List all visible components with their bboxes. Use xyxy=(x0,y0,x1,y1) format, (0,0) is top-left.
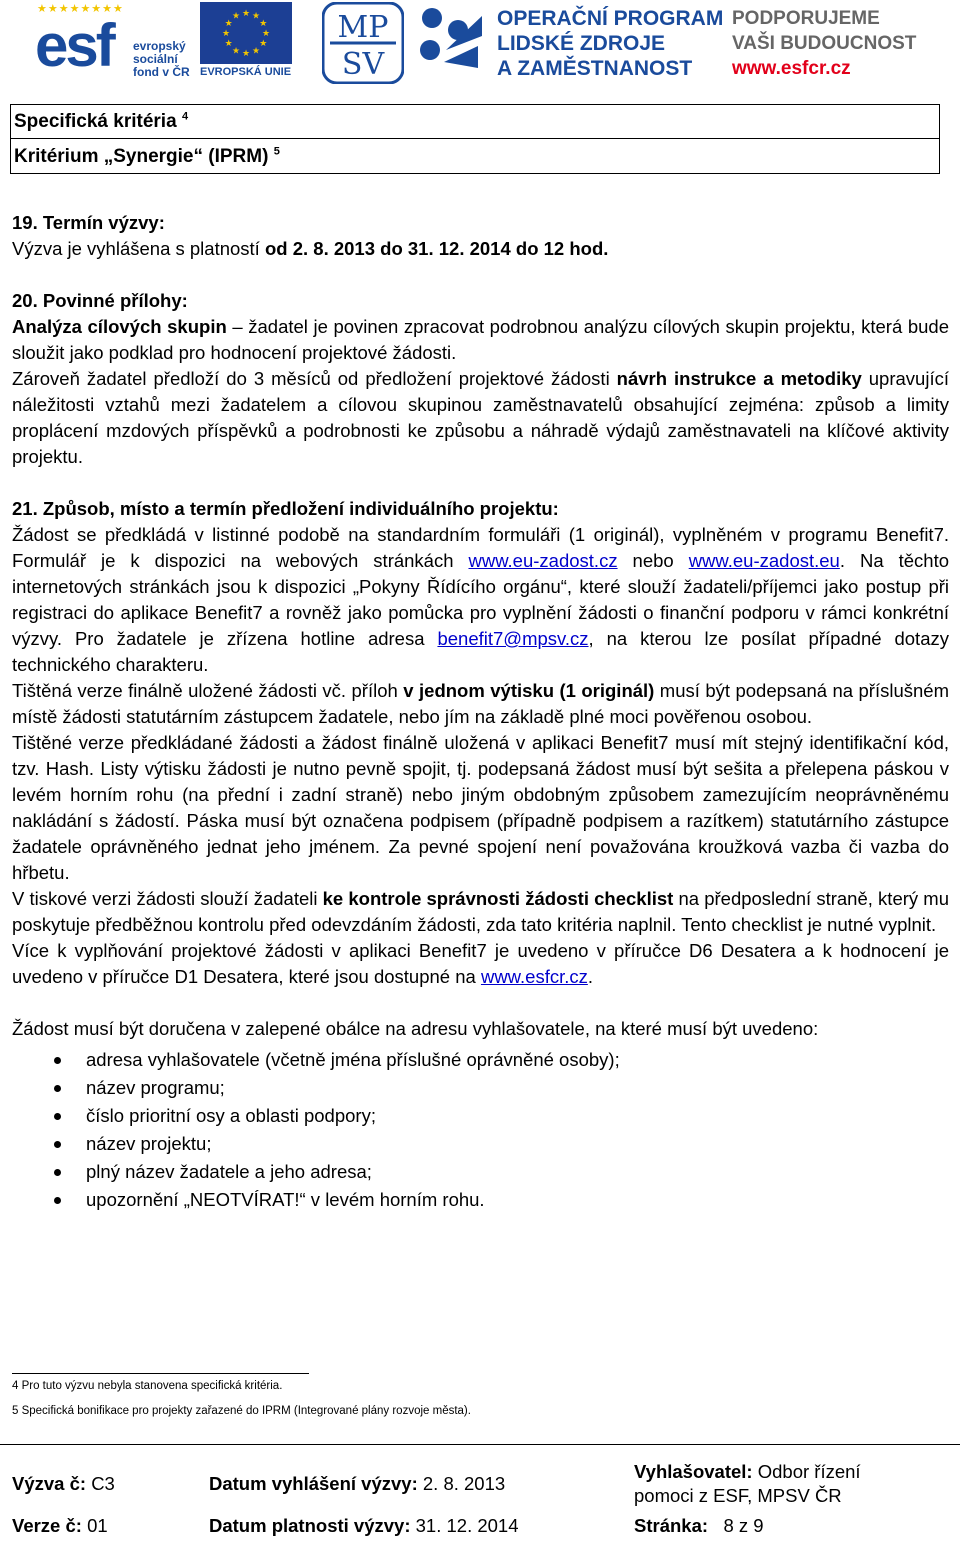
op-people-icon xyxy=(416,6,488,82)
eu-flag-icon xyxy=(200,2,292,64)
op-logo-text: OPERAČNÍ PROGRAM LIDSKÉ ZDROJE A ZAMĚSTNANOST xyxy=(497,7,724,80)
esf-stars-icon: ★★★★★★★★ xyxy=(37,3,124,15)
footer-stranka: Stránka: 8 z 9 xyxy=(634,1515,764,1536)
section-20-paragraph-1: Analýza cílových skupin – žadatel je povinen zpracovat podrobnou analýzu cílových skupin projektu, která bude sloužit jako podklad pro hodnocení projektové žádosti. xyxy=(12,316,950,363)
esf-logo-letters: esf xyxy=(35,12,113,79)
criteria-row-specific: Specifická kritéria $^4$ xyxy=(11,105,939,139)
svg-text:★: ★ xyxy=(224,39,233,49)
esf-logo-text: evropský sociální fond v ČR xyxy=(133,39,190,79)
link-esfcr[interactable]: www.esfcr.cz xyxy=(480,966,588,987)
footer-vyhlasovatel-line2: pomoci z ESF, MPSV ČR xyxy=(634,1485,842,1506)
svg-text:★: ★ xyxy=(251,46,261,57)
section-21-paragraph-6: Žádost musí být doručena v zalepené obálce na adresu vyhlašovatele, na které musí být uvedeno: xyxy=(12,1018,819,1039)
section-19-text: Výzva je vyhlášena s platností od 2. 8. 2013 do 31. 12. 2014 do 12 hod. xyxy=(12,238,609,259)
svg-text:★: ★ xyxy=(261,29,271,39)
criteria-box xyxy=(10,104,940,174)
svg-text:★: ★ xyxy=(241,9,251,19)
link-eu-zadost-cz[interactable]: www.eu-zadost.cz xyxy=(468,550,618,571)
eu-caption: EVROPSKÁ UNIE xyxy=(200,66,292,78)
esf-logo xyxy=(35,2,195,84)
support-url: www.esfcr.cz xyxy=(732,58,851,79)
footer-verze: Verze č: 01 xyxy=(12,1515,108,1536)
main-content xyxy=(12,210,949,1214)
footer-vyzva: Výzva č: C3 xyxy=(12,1473,115,1494)
footnote-5: 5 Specifická bonifikace pro projekty zařazené do IPRM (Integrované plány rozvoje města). xyxy=(12,1405,471,1417)
support-slogan: PODPORUJEME VAŠI BUDOUCNOST www.esfcr.cz xyxy=(732,8,917,79)
section-21-paragraph-5: Více k vyplňování projektové žádosti v aplikaci Benefit7 je uvedeno v příručce D6 Desatera a k hodnocení je uvedeno v příručce D1 Desatera, které jsou dostupné na www.esfcr.cz. xyxy=(12,940,949,987)
svg-text:★: ★ xyxy=(241,49,251,59)
footer-datum-vyhlaseni: Datum vyhlášení výzvy: 2. 8. 2013 xyxy=(209,1473,506,1494)
criteria-row-synergy: Kritérium „Synergie“ (IPRM) $^5$ xyxy=(14,145,280,167)
section-21-paragraph-1: Žádost se předkládá v listinné podobě na standardním formuláři (1 originál), vyplněném v programu Benefit7. Formulář je k dispozici na webových stránkách www.eu-zadost.cz nebo www.eu-zadost.eu. Na těchto internetových stránkách jsou k dispozici „Pokyny Řídícího orgánu“, které slouží žadateli/příjemci jako postup při registraci do aplikace Benefit7 a rovněž jako pomůcka pro vyplnění žádosti o finanční podporu v rámci konkrétní výzvy. Pro žadatele je zřízena hotline adresa benefit7@mpsv.cz, na kterou lze posílat případné dotazy technického charakteru. xyxy=(12,524,949,675)
list-item: upozornění „NEOTVÍRAT!“ v levém horním rohu. xyxy=(86,1186,949,1214)
section-21-paragraph-2: Tištěná verze finálně uložené žádosti vč. příloh v jednom výtisku (1 originál) musí být podepsaná na příslušném místě žádosti statutárním zástupcem žadatele, nebo jím na základě plné moci pověřenou osobou. xyxy=(12,680,949,727)
list-item: název programu; xyxy=(86,1074,949,1102)
svg-text:★: ★ xyxy=(231,46,241,57)
link-benefit7-email[interactable]: benefit7@mpsv.cz xyxy=(437,628,589,649)
svg-text:★: ★ xyxy=(224,19,233,29)
list-item: název projektu; xyxy=(86,1130,949,1158)
svg-text:SV: SV xyxy=(341,47,385,82)
footer-vyhlasovatel: Vyhlašovatel: Odbor řízení xyxy=(634,1461,861,1482)
svg-text:★: ★ xyxy=(221,29,231,39)
list-item: plný název žadatele a jeho adresa; xyxy=(86,1158,949,1186)
section-21-paragraph-4: V tiskové verzi žádosti slouží žadateli ke kontrole správnosti žádosti checklist na předposlední straně, který mu poskytuje předběžnou kontrolu před odevzdáním žádosti, zda tato kritéria naplnil. Tento checklist je nutné vyplnit. xyxy=(12,888,949,935)
header-logos xyxy=(0,0,960,92)
svg-text:★: ★ xyxy=(259,39,268,49)
section-20-heading: 20. Povinné přílohy: xyxy=(12,290,188,311)
mpsv-logo xyxy=(322,2,404,84)
section-20-paragraph-2: Zároveň žadatel předloží do 3 měsíců od předložení projektové žádosti návrh instrukce a metodiky upravující náležitosti vztahů mezi žadatelem a cílovou skupinou zaměstnavatelů obsahující zejména: způsob a limity proplácení mzdových příspěvků a podrobnosti ke způsobu a náhradě výdajů zaměstnavateli na klíčové aktivity projektu. xyxy=(12,368,949,467)
svg-text:MP: MP xyxy=(337,10,389,45)
section-19-heading: 19. Termín výzvy: xyxy=(12,212,165,233)
svg-text:★: ★ xyxy=(231,11,241,22)
page-footer xyxy=(0,1444,960,1545)
footnote-divider xyxy=(12,1373,309,1374)
link-eu-zadost-eu[interactable]: www.eu-zadost.eu xyxy=(688,550,840,571)
footnote-4: 4 Pro tuto výzvu nebyla stanovena specifická kritéria. xyxy=(12,1380,283,1392)
section-21-paragraph-3: Tištěné verze předkládané žádosti a žádost finálně uložená v aplikaci Benefit7 musí mít stejný identifikační kód, tzv. Hash. Listy výtisku žádosti je nutno pevně spojit, tj. podepsaná žádost musí být sešita a přelepena páskou v levém horním rohu (na přední i zadní straně) nebo jiným obdobným způsobem zamezujícím neoprávněnému nakládání s žádostí. Páska musí být označena podpisem (případně podpisem a razítkem) statutárního zástupce žadatele oprávněného jednat jeho jménem. Za pevné spojení není považována kroužková vazba či vazba do hřbetu. xyxy=(12,732,949,883)
svg-text:★: ★ xyxy=(259,19,268,29)
list-item: adresa vyhlašovatele (včetně jména příslušné oprávněné osoby); xyxy=(86,1046,949,1074)
section-21-heading: 21. Způsob, místo a termín předložení individuálního projektu: xyxy=(12,498,559,519)
envelope-requirements-list xyxy=(12,1046,949,1214)
svg-text:★: ★ xyxy=(251,11,261,22)
eu-logo xyxy=(200,2,292,82)
list-item: číslo prioritní osy a oblasti podpory; xyxy=(86,1102,949,1130)
footer-datum-platnosti: Datum platnosti výzvy: 31. 12. 2014 xyxy=(209,1515,519,1536)
